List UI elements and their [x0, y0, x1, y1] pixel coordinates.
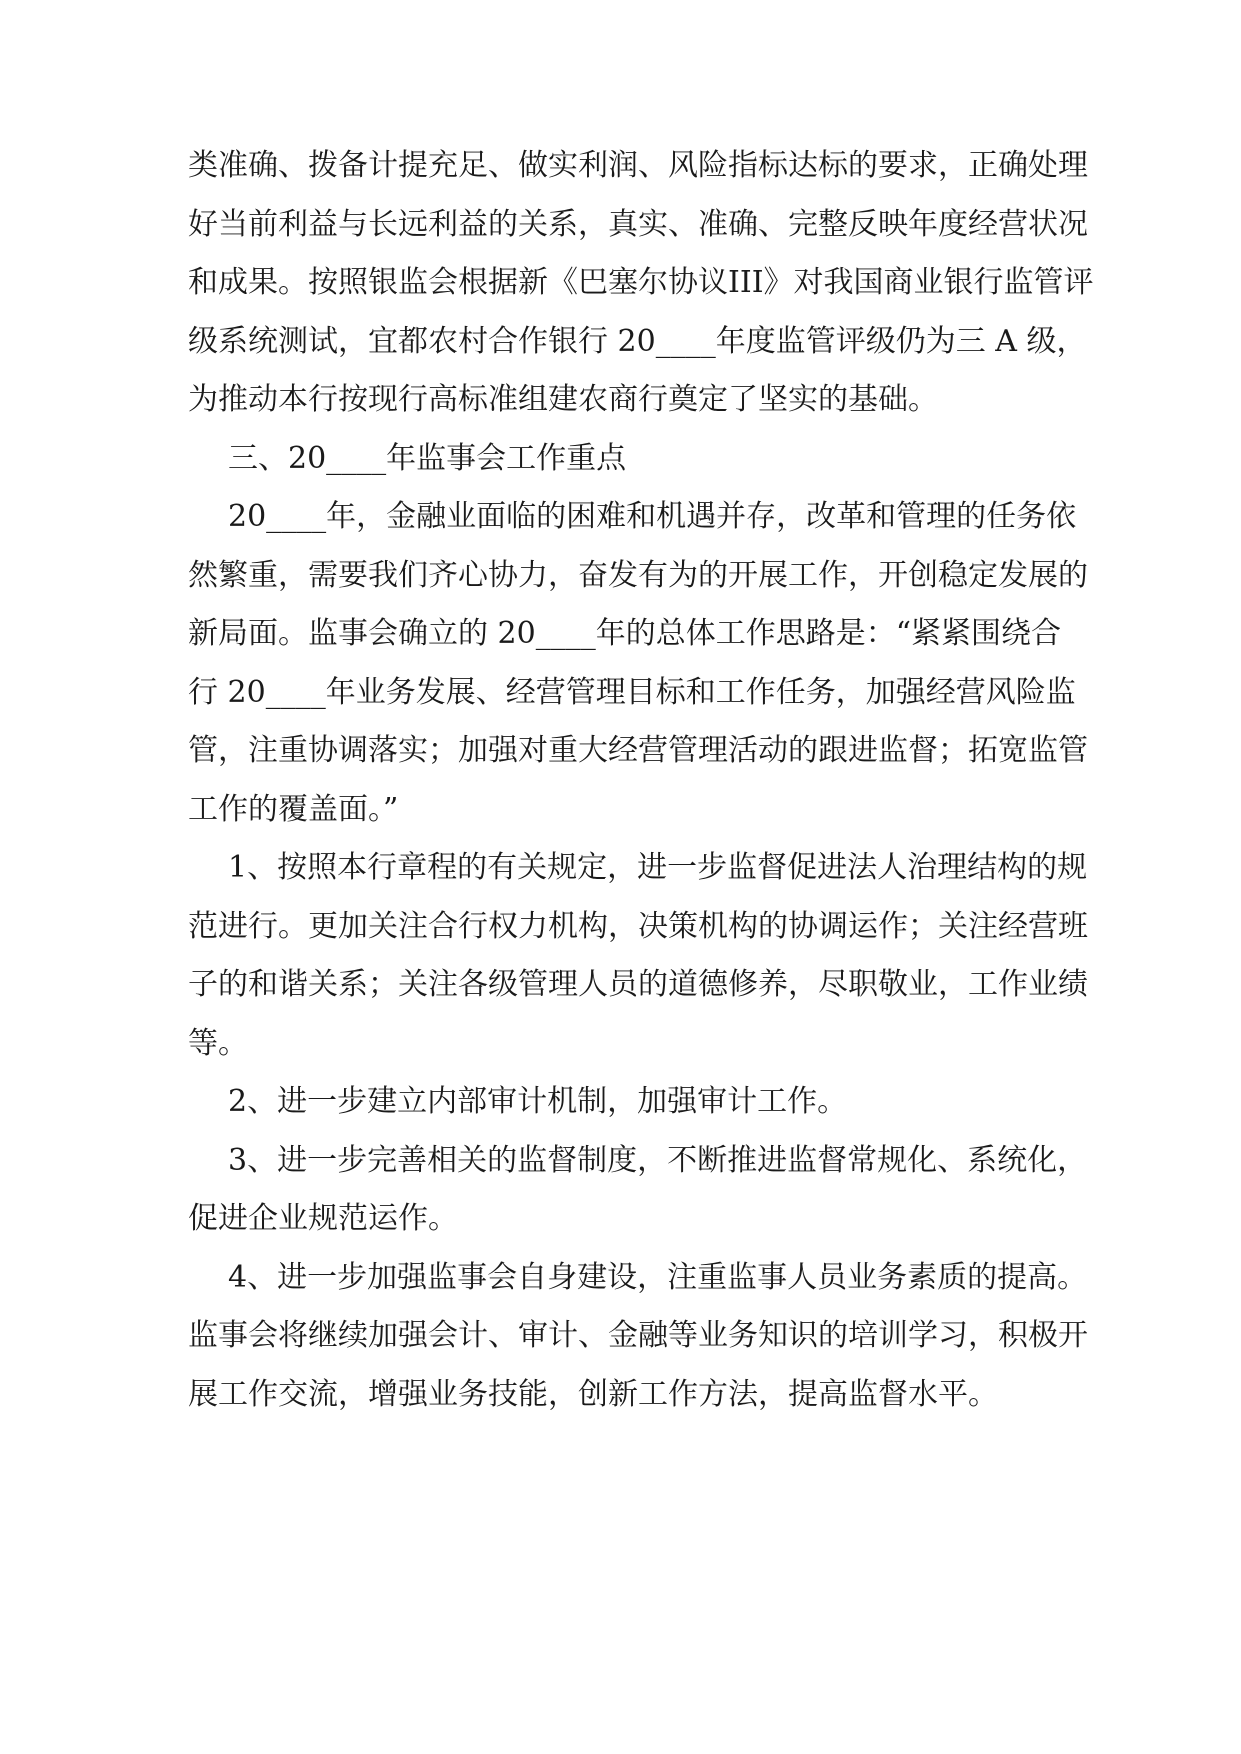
text-line: 新局面。监事会确立的 20____年的总体工作思路是：“紧紧围绕合: [188, 616, 1062, 651]
text-line: 促进企业规范运作。: [188, 1201, 458, 1236]
text-line: 为推动本行按现行高标准组建农商行奠定了坚实的基础。: [188, 382, 938, 417]
text-line: 2、进一步建立内部审计机制，加强审计工作。: [228, 1084, 848, 1119]
section-heading: 三、20____年监事会工作重点: [228, 441, 627, 476]
text-line: 展工作交流，增强业务技能，创新工作方法，提高监督水平。: [188, 1377, 998, 1412]
text-line: 行 20____年业务发展、经营管理目标和工作任务，加强经营风险监: [188, 675, 1076, 710]
text-line: 1、按照本行章程的有关规定，进一步监督促进法人治理结构的规: [228, 850, 1088, 885]
text-line: 级系统测试，宜都农村合作银行 20____年度监管评级仍为三 A 级，: [188, 324, 1087, 359]
text-line: 好当前利益与长远利益的关系，真实、准确、完整反映年度经营状况: [188, 207, 1088, 242]
text-line: 然繁重，需要我们齐心协力，奋发有为的开展工作，开创稳定发展的: [188, 558, 1088, 593]
text-line: 3、进一步完善相关的监督制度，不断推进监督常规化、系统化，: [228, 1143, 1088, 1178]
text-line: 类准确、拨备计提充足、做实利润、风险指标达标的要求，正确处理: [188, 148, 1088, 183]
text-line: 等。: [188, 1026, 248, 1061]
text-line: 20____年，金融业面临的困难和机遇并存，改革和管理的任务依: [228, 499, 1077, 534]
text-line: 4、进一步加强监事会自身建设，注重监事人员业务素质的提高。: [228, 1260, 1088, 1295]
text-line: 和成果。按照银监会根据新《巴塞尔协议III》对我国商业银行监管评: [188, 265, 1094, 300]
text-line: 工作的覆盖面。”: [188, 792, 399, 827]
text-line: 监事会将继续加强会计、审计、金融等业务知识的培训学习，积极开: [188, 1318, 1088, 1353]
text-line: 范进行。更加关注合行权力机构，决策机构的协调运作；关注经营班: [188, 909, 1088, 944]
text-line: 子的和谐关系；关注各级管理人员的道德修养，尽职敬业，工作业绩: [188, 967, 1088, 1002]
text-line: 管，注重协调落实；加强对重大经营管理活动的跟进监督；拓宽监管: [188, 733, 1088, 768]
